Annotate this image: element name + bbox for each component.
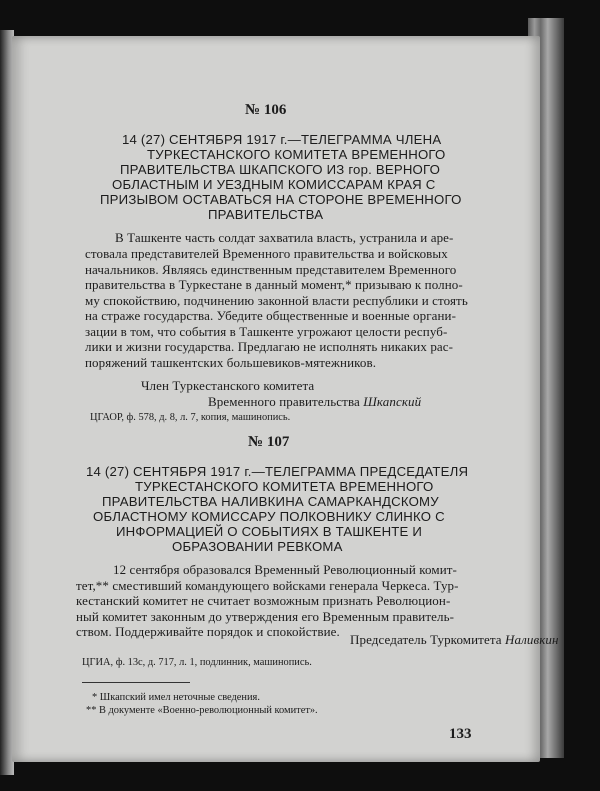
body-line: начальников. Являясь единственным представителем Временного (85, 262, 457, 277)
doc107-signature (350, 632, 559, 648)
heading-line: ОБРАЗОВАНИИ РЕВКОМА (172, 539, 343, 554)
body-line: кестанский комитет не считает возможным признать Революцион- (76, 593, 451, 608)
body-line: В Ташкенте часть солдат захватила власть, устранила и аре- (115, 230, 454, 245)
heading-line: ПРАВИТЕЛЬСТВА НАЛИВКИНА САМАРКАНДСКОМУ (102, 494, 439, 509)
doc106-signature-title: Член Туркестанского комитета (141, 378, 315, 393)
heading-line: 14 (27) СЕНТЯБРЯ 1917 г.—ТЕЛЕГРАММА ПРЕДСЕДАТЕЛЯ (86, 464, 469, 479)
body-line: стовала представителей Временного правительства и войсковых (85, 246, 448, 261)
body-line: ный комитет законным до утверждения его Временным правитель- (76, 609, 455, 624)
body-line: ством. Поддерживайте порядок и спокойствие. (76, 624, 340, 639)
body-line: 12 сентября образовался Временный Революционный комит- (113, 562, 457, 577)
body-line: тет,** сместивший командующего войсками генерала Черкеса. Тур- (76, 578, 459, 593)
doc106-signature (208, 394, 421, 410)
signature-name: Наливкин (505, 632, 559, 647)
page-number: 133 (449, 726, 472, 742)
doc107-source: ЦГИА, ф. 13с, д. 717, л. 1, подлинник, машинопись. (82, 657, 312, 668)
heading-line: ОБЛАСТНЫМ И УЕЗДНЫМ КОМИССАРАМ КРАЯ С (112, 177, 436, 192)
body-line: зации в том, что события в Ташкенте угрожают целости респуб- (85, 324, 448, 339)
footnote-1: * Шкапский имел неточные сведения. (92, 692, 260, 703)
body-line: на страже государства. Убедите общественные и военные органи- (85, 308, 457, 323)
heading-line: ПРАВИТЕЛЬСТВА (208, 207, 324, 222)
doc107-number: № 107 (248, 434, 290, 450)
heading-line: ТУРКЕСТАНСКОГО КОМИТЕТА ВРЕМЕННОГО (135, 479, 434, 494)
footnote-2: ** В документе «Военно-революционный комитет». (86, 705, 318, 716)
body-line: лики и жизни государства. Предлагаю не исполнять никаких рас- (85, 339, 454, 354)
signature-position: Временного правительства (208, 394, 360, 409)
signature-name: Шкапский (363, 394, 422, 409)
doc106-source: ЦГАОР, ф. 578, д. 8, л. 7, копия, машинопись. (90, 412, 291, 423)
body-line: му спокойствию, подчинению законной власти республики и стоять (85, 293, 468, 308)
footnote-divider (82, 682, 190, 683)
heading-line: ОБЛАСТНОМУ КОМИССАРУ ПОЛКОВНИКУ СЛИНКО С (93, 509, 445, 524)
heading-line: ПРАВИТЕЛЬСТВА ШКАПСКОГО ИЗ гор. ВЕРНОГО (120, 162, 441, 177)
body-line: правительства в Туркестане в данный момент,* призываю к полно- (85, 277, 463, 292)
heading-line: ПРИЗЫВОМ ОСТАВАТЬСЯ НА СТОРОНЕ ВРЕМЕННОГО (100, 192, 462, 207)
heading-line: 14 (27) СЕНТЯБРЯ 1917 г.—ТЕЛЕГРАММА ЧЛЕНА (122, 132, 442, 147)
heading-line: ИНФОРМАЦИЕЙ О СОБЫТИЯХ В ТАШКЕНТЕ И (116, 524, 423, 539)
heading-line: ТУРКЕСТАНСКОГО КОМИТЕТА ВРЕМЕННОГО (147, 147, 446, 162)
doc106-number: № 106 (245, 102, 287, 118)
book-page (12, 36, 559, 762)
signature-position: Председатель Туркомитета (350, 632, 502, 647)
body-line: поряжений ташкентских большевиков-мятежников. (85, 355, 377, 370)
